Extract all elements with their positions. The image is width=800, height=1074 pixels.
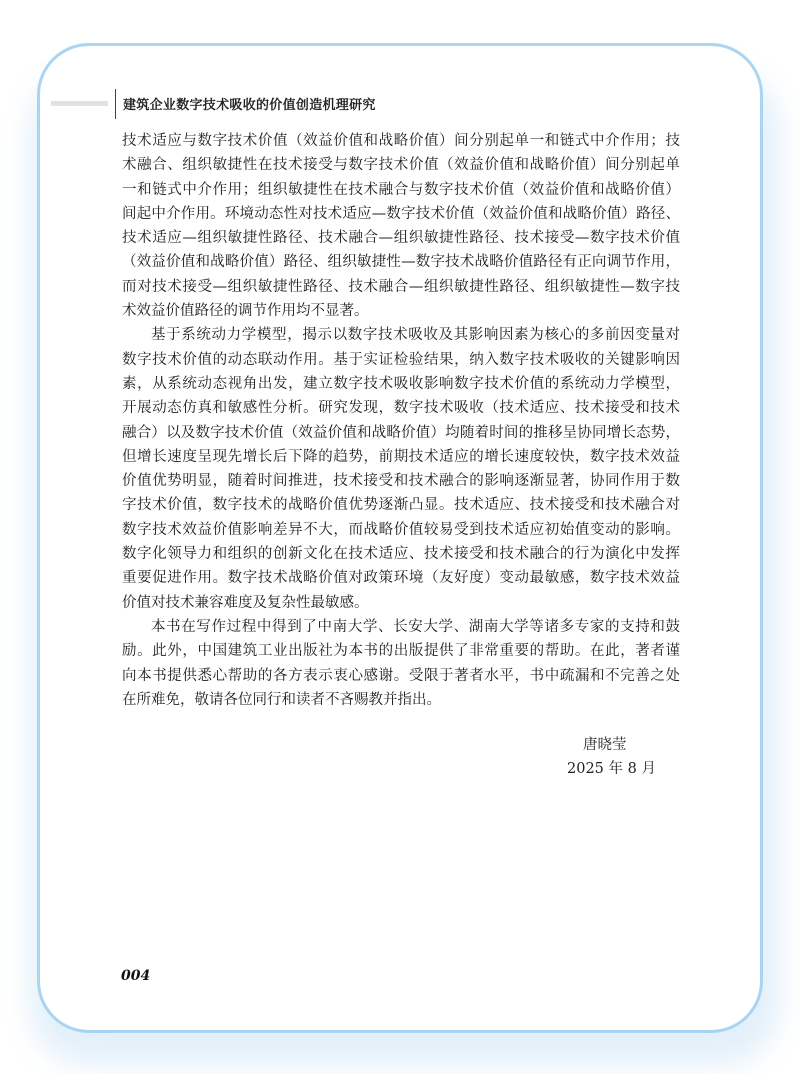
running-title: 建筑企业数字技术吸收的价值创造机理研究	[123, 98, 376, 113]
text-line: 技术适应—组织敏捷性路径、技术融合—组织敏捷性路径、技术接受—数字技术价值	[122, 230, 680, 247]
text-line: 但增长速度呈现先增长后下降的趋势，前期技术适应的增长速度较快，数字技术效益	[122, 448, 680, 465]
body-text	[122, 129, 680, 712]
text-line: 开展动态仿真和敏感性分析。研究发现，数字技术吸收（技术适应、技术接受和技术	[122, 400, 680, 417]
page-number: 004	[121, 968, 151, 984]
text-line: 价值优势明显，随着时间推进，技术接受和技术融合的影响逐渐显著，协同作用于数	[122, 473, 680, 490]
paragraph	[122, 323, 680, 615]
text-line: 一和链式中介作用；组织敏捷性在技术融合与数字技术价值（效益价值和战略价值）	[122, 181, 680, 198]
paragraph	[122, 129, 680, 323]
text-line: 素，从系统动态视角出发，建立数字技术吸收影响数字技术价值的系统动力学模型，	[122, 375, 680, 392]
text-line: 本书在写作过程中得到了中南大学、长安大学、湖南大学等诸多专家的支持和鼓	[151, 618, 680, 635]
text-line: 数字技术效益价值影响差异不大，而战略价值较易受到技术适应初始值变动的影响。	[122, 521, 680, 538]
text-line: 数字技术价值的动态联动作用。基于实证检验结果，纳入数字技术吸收的关键影响因	[122, 351, 680, 368]
paragraph	[122, 615, 680, 712]
header-divider	[115, 89, 116, 119]
header-decor-bar	[51, 101, 108, 106]
text-line: 字技术价值，数字技术的战略价值优势逐渐凸显。技术适应、技术接受和技术融合对	[122, 497, 680, 514]
text-line: 重要促进作用。数字技术战略价值对政策环境（友好度）变动最敏感，数字技术效益	[122, 570, 680, 587]
text-line: 在所难免，敬请各位同行和读者不吝赐教并指出。	[122, 691, 441, 708]
text-line: 数字化领导力和组织的创新文化在技术适应、技术接受和技术融合的行为演化中发挥	[122, 546, 680, 563]
text-line: 技术适应与数字技术价值（效益价值和战略价值）间分别起单一和链式中介作用；技	[122, 133, 680, 149]
text-line: 励。此外，中国建筑工业出版社为本书的出版提供了非常重要的帮助。在此，著者谨	[122, 643, 680, 660]
text-line: 价值对技术兼容难度及复杂性最敏感。	[122, 594, 369, 611]
text-line: 间起中介作用。环境动态性对技术适应—数字技术价值（效益价值和战略价值）路径、	[122, 205, 680, 222]
author-signature: 唐晓莹	[583, 737, 627, 753]
text-line: （效益价值和战略价值）路径、组织敏捷性—数字技术战略价值路径有正向调节作用，	[122, 254, 680, 271]
text-line: 术融合、组织敏捷性在技术接受与数字技术价值（效益价值和战略价值）间分别起单	[122, 157, 680, 174]
text-line: 基于系统动力学模型，揭示以数字技术吸收及其影响因素为核心的多前因变量对	[151, 327, 680, 344]
signature-date: 2025 年 8 月	[567, 761, 656, 777]
text-line: 向本书提供悉心帮助的各方表示衷心感谢。受限于著者水平，书中疏漏和不完善之处	[122, 667, 680, 684]
text-line: 术效益价值路径的调节作用均不显著。	[122, 303, 369, 320]
text-line: 而对技术接受—组织敏捷性路径、技术融合—组织敏捷性路径、组织敏捷性—数字技	[122, 278, 680, 295]
text-line: 融合）以及数字技术价值（效益价值和战略价值）均随着时间的推移呈协同增长态势，	[122, 424, 680, 441]
